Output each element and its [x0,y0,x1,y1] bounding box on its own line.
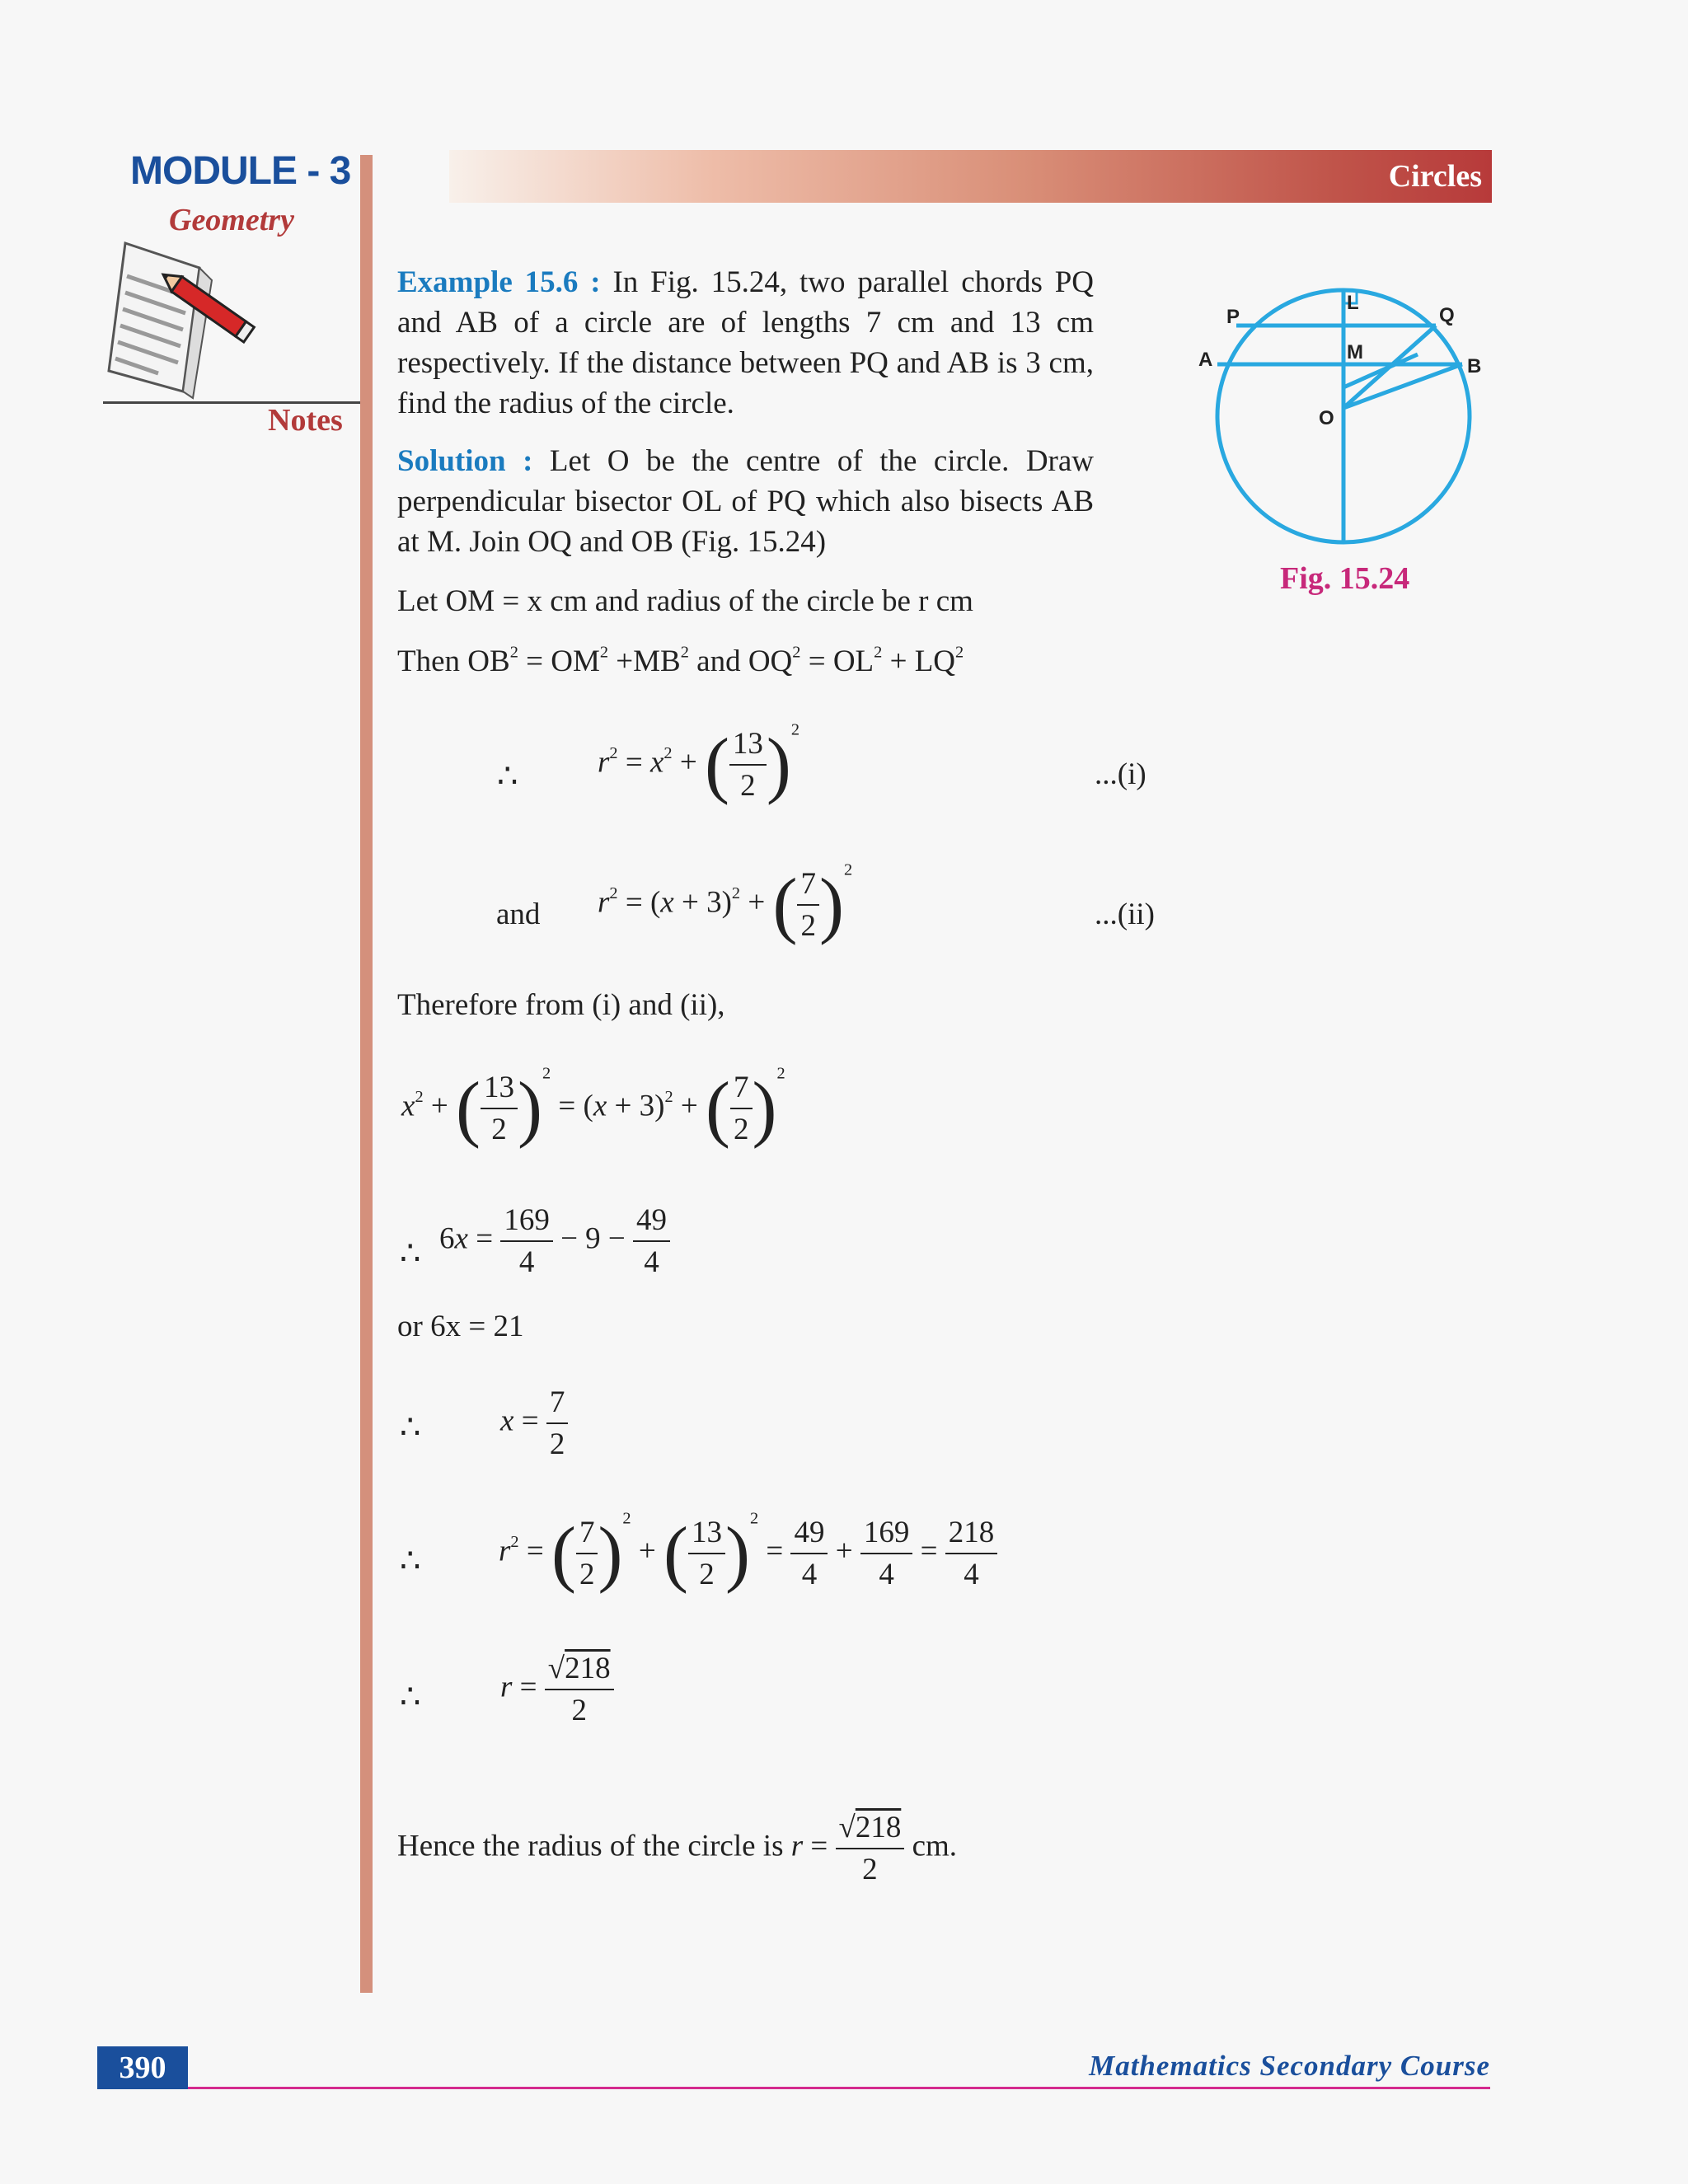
therefore-symbol: ∴ [497,757,518,794]
page-number: 390 [97,2046,188,2089]
example-paragraph [397,262,1094,424]
chapter-banner [449,150,1492,203]
solution-paragraph [397,441,1094,562]
figure-caption: Fig. 15.24 [1280,561,1410,596]
therefore-symbol: ∴ [400,1408,421,1446]
notes-label: Notes [268,403,343,438]
label-q: Q [1439,304,1455,326]
label-l: L [1347,292,1359,314]
module-title: MODULE - 3 [130,149,351,193]
chapter-title: Circles [1388,159,1482,194]
example-label: Example 15.6 : [397,265,601,299]
footer-divider [188,2087,1490,2089]
circle-figure [1187,280,1517,560]
module-subtitle: Geometry [169,203,294,237]
combined-equation: $x^2$ + ( $\frac{13}{2}$ )$^2 = (x + 3)^2$ + ( $\frac{7}{2}$ )$^2$ [401,1064,785,1150]
equation-1-tag: ...(i) [1095,757,1146,791]
and-word: and [496,898,541,931]
margin-bar [360,155,373,1993]
notes-icon [101,235,265,408]
equation-2: $r^2 = (x + 3)^2$ + ( $\frac{7}{2}$ )$^2$ [598,860,853,946]
r-squared-solution: $r^2$ = ( $\frac{7}{2}$ )$^2$ + ( $\frac{13}{2}$ )$^2$ = $\frac{49}{4}$ + $\frac{169}{4}$ = $\frac{218}{4}$ [499,1512,997,1595]
solution-text: Let O be the centre of the circle. Draw perpendicular bisector OL of PQ which also bisects AB at M. Join OQ and OB (Fig. 15.24) [397,444,1095,559]
label-a: A [1198,349,1213,371]
pythagoras-line: Then $OB^2 = OM^2 +MB^2$ and $OQ^2 = OL^2 + LQ^2$ [397,643,964,678]
hence-line: Hence the radius of the circle is r = $\frac{√218}{2}$ cm. [397,1807,957,1890]
therefore-symbol: ∴ [400,1235,421,1272]
or-6x-line: or 6x = 21 [397,1310,524,1343]
example-text: In Fig. 15.24, two parallel chords PQ and AB of a circle are of lengths 7 cm and 13 cm respectively. If the distance between PQ and AB is 3 cm, find the radius of the circle. [397,265,1095,420]
r-solution: r = $\frac{√218}{2}$ [500,1648,614,1731]
label-b: B [1467,355,1482,377]
x-solution: x = $\frac{7}{2}$ [500,1382,568,1465]
therefore-symbol: ∴ [400,1678,421,1715]
equation-1: $r^2 = x^2$ + ( $\frac{13}{2}$ )$^2$ [598,720,800,806]
equation-2-tag: ...(ii) [1095,898,1155,931]
label-o: O [1319,407,1334,429]
label-p: P [1226,306,1240,328]
label-m: M [1347,341,1363,363]
six-x-equation: 6x = $\frac{169}{4}$ − 9 − $\frac{49}{4}$ [439,1200,670,1282]
course-title: Mathematics Secondary Course [1089,2050,1490,2082]
solution-label: Solution : [397,444,533,478]
therefore-symbol: ∴ [400,1542,421,1579]
let-om-line: Let OM = x cm and radius of the circle be r cm [397,584,973,618]
therefore-from-line: Therefore from (i) and (ii), [397,988,725,1022]
